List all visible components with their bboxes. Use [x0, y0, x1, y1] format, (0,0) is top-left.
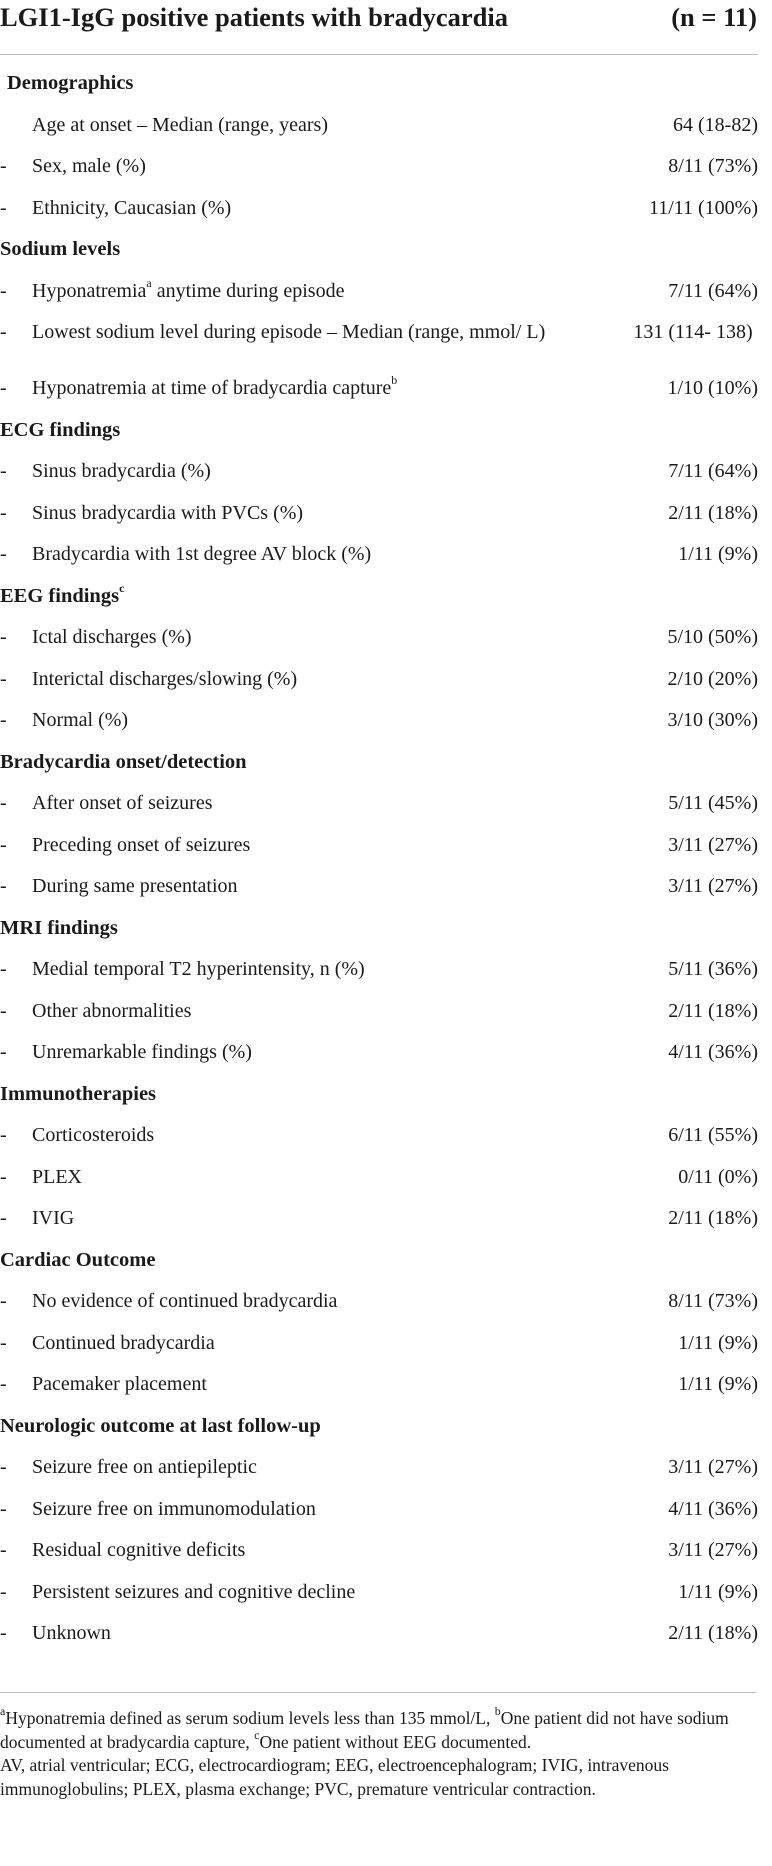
row-label-text: [32, 1206, 668, 1230]
row-label-main: Unremarkable findings (%): [32, 1041, 252, 1063]
row-bullet: -: [0, 1207, 7, 1229]
row-label: [0, 1538, 668, 1562]
row-value: 2/11 (18%): [668, 999, 758, 1022]
row-bullet: -: [0, 875, 7, 897]
row-label-text: [32, 999, 668, 1023]
table-row: [0, 1331, 758, 1373]
row-label-main: Corticosteroids: [32, 1124, 155, 1146]
row-label-text: [32, 667, 667, 691]
row-bullet: -: [0, 1497, 7, 1520]
row-label-text: [32, 1165, 678, 1189]
table-row: [0, 1580, 758, 1622]
row-label-text: [32, 113, 673, 137]
row-value: 3/11 (27%): [668, 833, 758, 856]
row-label-text: [32, 1123, 668, 1147]
row-value: 1/11 (9%): [678, 1373, 758, 1395]
row-label-main: Sinus bradycardia with PVCs (%): [32, 501, 304, 524]
row-value: 8/11 (73%): [668, 155, 758, 177]
row-label: [0, 1497, 668, 1521]
row-label: [0, 1621, 668, 1645]
section-label-text: Cardiac Outcome: [0, 1248, 156, 1271]
row-bullet: -: [0, 667, 7, 690]
row-label: [0, 874, 668, 898]
row-label-main: Other abnormalities: [32, 999, 192, 1022]
section-label-text: Immunotherapies: [0, 1082, 157, 1105]
row-value: 5/10 (50%): [667, 626, 758, 648]
row-bullet: -: [0, 1041, 7, 1063]
row-label-main: IVIG: [32, 1207, 75, 1229]
row-label-main: Hyponatremia: [32, 279, 147, 302]
row-label: [0, 501, 668, 525]
row-label: [0, 542, 678, 566]
table-row: [0, 459, 758, 501]
row-label-text: [32, 791, 668, 815]
row-bullet: -: [0, 377, 7, 399]
row-label-text: [32, 542, 678, 566]
row-label-text: [32, 196, 649, 220]
table-row: [0, 625, 758, 667]
table-row: [0, 791, 758, 833]
row-label: [0, 459, 668, 483]
section-label: [0, 71, 758, 95]
row-bullet: -: [0, 958, 7, 980]
row-label-main: Lowest sodium level during episode – Median (range, mmol/ L): [32, 321, 546, 343]
row-value: 2/11 (18%): [668, 501, 758, 524]
section-label: [0, 237, 758, 261]
row-label-main: PLEX: [32, 1165, 82, 1188]
row-label-text: [32, 874, 668, 898]
row-label-main: Unknown: [32, 1622, 111, 1644]
section-header-row: [0, 916, 758, 958]
row-value: 1/11 (9%): [678, 1331, 758, 1354]
table-row: [0, 874, 758, 916]
row-label-main: After onset of seizures: [32, 792, 213, 814]
row-label-text: [32, 1040, 668, 1064]
row-bullet: -: [0, 155, 7, 177]
row-value: 0/11 (0%): [678, 1165, 758, 1188]
section-label: [0, 1248, 758, 1272]
row-label-main: Hyponatremia at time of bradycardia capture: [32, 377, 392, 399]
row-bullet: -: [0, 1331, 7, 1354]
row-label-text: [32, 373, 667, 400]
row-label-text: [32, 1621, 668, 1645]
row-bullet: -: [0, 1290, 7, 1312]
section-header-row: [0, 1248, 758, 1290]
row-label-main: During same presentation: [32, 875, 238, 897]
table-row: [0, 1455, 758, 1497]
row-bullet: [0, 113, 32, 137]
row-label-main: Medial temporal T2 hyperintensity, n (%): [32, 958, 365, 980]
footnote-c-text: One patient without EEG documented.: [259, 1731, 532, 1752]
row-label: [0, 1289, 668, 1313]
row-label-text: [32, 1455, 668, 1479]
row-bullet: -: [0, 279, 7, 302]
row-value: 64 (18-82): [673, 113, 758, 136]
row-label-main: Persistent seizures and cognitive decline: [32, 1580, 356, 1603]
row-label: [0, 708, 667, 732]
section-label: [0, 916, 758, 940]
section-header-row: [0, 1082, 758, 1124]
table-row: [0, 1538, 758, 1580]
row-bullet: -: [0, 1539, 7, 1561]
row-bullet: -: [0, 1580, 7, 1603]
row-label: [0, 373, 667, 400]
row-label: [0, 275, 668, 303]
row-value: 1/11 (9%): [678, 543, 758, 565]
row-label: [0, 957, 668, 981]
row-bullet: -: [0, 792, 7, 814]
row-label-text: [32, 957, 668, 981]
row-bullet: -: [0, 1124, 7, 1146]
row-label: [0, 1455, 668, 1479]
row-bullet: -: [0, 1622, 7, 1644]
row-label-text: [32, 708, 667, 732]
row-label-main: Preceding onset of seizures: [32, 833, 251, 856]
footnote-marker-c: c: [254, 1727, 260, 1742]
footnote-marker-b: b: [494, 1704, 501, 1719]
sample-size: (n = 11): [671, 2, 757, 32]
section-label-text: MRI findings: [0, 916, 118, 939]
row-label-main: Sex, male (%): [32, 155, 146, 177]
table-row: [0, 1123, 758, 1165]
footnote-marker: c: [119, 580, 125, 595]
row-bullet: -: [0, 709, 7, 731]
row-bullet: -: [0, 543, 7, 565]
row-label-main: Ictal discharges (%): [32, 626, 192, 648]
section-label-text: Demographics: [7, 72, 134, 94]
footnote-marker-a: a: [0, 1704, 6, 1719]
row-label-tail: anytime during episode: [151, 279, 345, 302]
section-header-row: [0, 237, 758, 279]
row-label-text: [32, 459, 668, 483]
table-row: [0, 833, 758, 875]
table-row: [0, 708, 758, 750]
row-value: 4/11 (36%): [668, 1497, 758, 1520]
row-label: [0, 999, 668, 1023]
row-label: [0, 1165, 678, 1189]
row-value: 131 (114- 138): [633, 321, 753, 343]
table-row: [0, 1165, 758, 1207]
table-row: [0, 196, 758, 238]
row-label: [0, 196, 649, 220]
row-value: 1/11 (9%): [678, 1580, 758, 1603]
row-label: [0, 113, 673, 137]
row-label-text: [32, 501, 668, 525]
row-label-text: [32, 275, 668, 303]
row-label: [0, 625, 667, 649]
row-label-text: [32, 154, 668, 178]
section-label: [0, 1414, 758, 1438]
table-row: [0, 999, 758, 1041]
table-row: [0, 1497, 758, 1539]
row-value: 1/10 (10%): [667, 377, 758, 399]
table-row: [0, 1621, 758, 1663]
section-header-row: [0, 418, 758, 460]
row-label-main: Sinus bradycardia (%): [32, 460, 211, 482]
row-label-text: [32, 1289, 668, 1313]
row-value: 8/11 (73%): [668, 1290, 758, 1312]
section-header-row: [0, 71, 758, 113]
row-label-text: [32, 1331, 678, 1355]
row-value: 3/11 (27%): [668, 1539, 758, 1561]
row-bullet: -: [0, 321, 7, 343]
section-label: [0, 580, 758, 608]
row-label: [0, 667, 667, 691]
footnote-abbreviations: AV, atrial ventricular; ECG, electrocardiogram; EEG, electroencephalogram; IVIG, intravenous immunoglobulins; PLEX, plasma exchange; PVC, premature ventricular contraction.: [0, 1755, 669, 1799]
row-bullet: -: [0, 196, 7, 219]
table-row: [0, 154, 758, 196]
table-row: [0, 320, 758, 376]
row-bullet: -: [0, 460, 7, 482]
footnote-marker: b: [391, 373, 398, 388]
section-label: [0, 750, 758, 774]
row-value: 5/11 (45%): [668, 792, 758, 814]
table-row: [0, 1040, 758, 1082]
table-header: [0, 0, 758, 55]
row-label-main: Age at onset – Median (range, years): [32, 113, 328, 136]
row-label: [0, 154, 668, 178]
row-label: [0, 1123, 668, 1147]
row-value: 7/11 (64%): [668, 279, 758, 302]
row-value: 7/11 (64%): [668, 460, 758, 482]
table-row: [0, 667, 758, 709]
section-label-text: EEG findings: [0, 584, 120, 607]
row-label: [0, 1580, 678, 1604]
row-value: 3/10 (30%): [667, 709, 758, 731]
row-value: 2/11 (18%): [668, 1207, 758, 1229]
row-label-main: Continued bradycardia: [32, 1331, 215, 1354]
row-label: [0, 1331, 678, 1355]
table-row: [0, 957, 758, 999]
table-row: [0, 1206, 758, 1248]
footnote-a-text: Hyponatremia defined as serum sodium levels less than 135 mmol/L,: [5, 1708, 495, 1728]
row-value: 6/11 (55%): [668, 1124, 758, 1146]
table-row: [0, 542, 758, 584]
row-bullet: -: [0, 1456, 7, 1478]
row-value: 2/10 (20%): [667, 667, 758, 690]
row-bullet: -: [0, 1373, 7, 1395]
table-title: LGI1-IgG positive patients with bradycardia: [0, 2, 508, 32]
row-label: [0, 791, 668, 815]
table-row: [0, 275, 758, 321]
row-label-text: [32, 1372, 678, 1396]
section-label-text: Bradycardia onset/detection: [0, 750, 247, 773]
footnote-b-text: One patient did not have sodium documented at bradycardia capture,: [0, 1708, 729, 1752]
table-row: [0, 1372, 758, 1414]
row-label-text: [32, 1538, 668, 1562]
row-label: [0, 1206, 668, 1230]
row-value: 3/11 (27%): [668, 875, 758, 897]
row-bullet: -: [0, 1165, 7, 1188]
table-row: [0, 113, 758, 155]
row-label-main: Seizure free on immunomodulation: [32, 1497, 316, 1520]
row-label-text: [32, 833, 668, 857]
row-value: 11/11 (100%): [648, 196, 758, 219]
section-header-row: [0, 750, 758, 792]
section-label-text: Sodium levels: [0, 238, 121, 260]
table-row: [0, 501, 758, 543]
row-label-main: Bradycardia with 1st degree AV block (%): [32, 543, 372, 565]
row-label-main: Seizure free on antiepileptic: [32, 1456, 257, 1478]
table-row: [0, 1289, 758, 1331]
section-label: [0, 418, 758, 442]
section-header-row: [0, 1414, 758, 1456]
row-bullet: -: [0, 999, 7, 1022]
row-value: 4/11 (36%): [668, 1041, 758, 1063]
table-footnotes: [0, 1692, 756, 1801]
footnote-marker: a: [146, 275, 152, 290]
footnote-definitions: [0, 1704, 756, 1754]
row-value: 5/11 (36%): [668, 958, 758, 980]
row-label: [0, 1372, 678, 1396]
section-label-text: ECG findings: [0, 418, 121, 441]
section-label-text: Neurologic outcome at last follow-up: [0, 1414, 321, 1437]
section-header-row: [0, 580, 758, 626]
section-label: [0, 1082, 758, 1106]
row-bullet: -: [0, 501, 7, 524]
row-label-main: Residual cognitive deficits: [32, 1539, 246, 1561]
row-label: [0, 320, 628, 344]
row-bullet: -: [0, 833, 7, 856]
row-label-text: [32, 1497, 668, 1521]
row-label-text: [32, 320, 628, 344]
table-row: [0, 373, 758, 418]
row-label: [0, 833, 668, 857]
row-label-main: Pacemaker placement: [32, 1373, 207, 1395]
row-label-main: No evidence of continued bradycardia: [32, 1290, 338, 1312]
row-label-main: Ethnicity, Caucasian (%): [32, 196, 232, 219]
row-bullet: -: [0, 626, 7, 648]
row-value: 2/11 (18%): [668, 1622, 758, 1644]
row-label-text: [32, 1580, 678, 1604]
row-label-main: Interictal discharges/slowing (%): [32, 667, 298, 690]
table-body: [0, 55, 758, 1663]
row-label: [0, 1040, 668, 1064]
row-label-main: Normal (%): [32, 709, 129, 731]
row-label-text: [32, 625, 667, 649]
row-value: 3/11 (27%): [668, 1456, 758, 1478]
